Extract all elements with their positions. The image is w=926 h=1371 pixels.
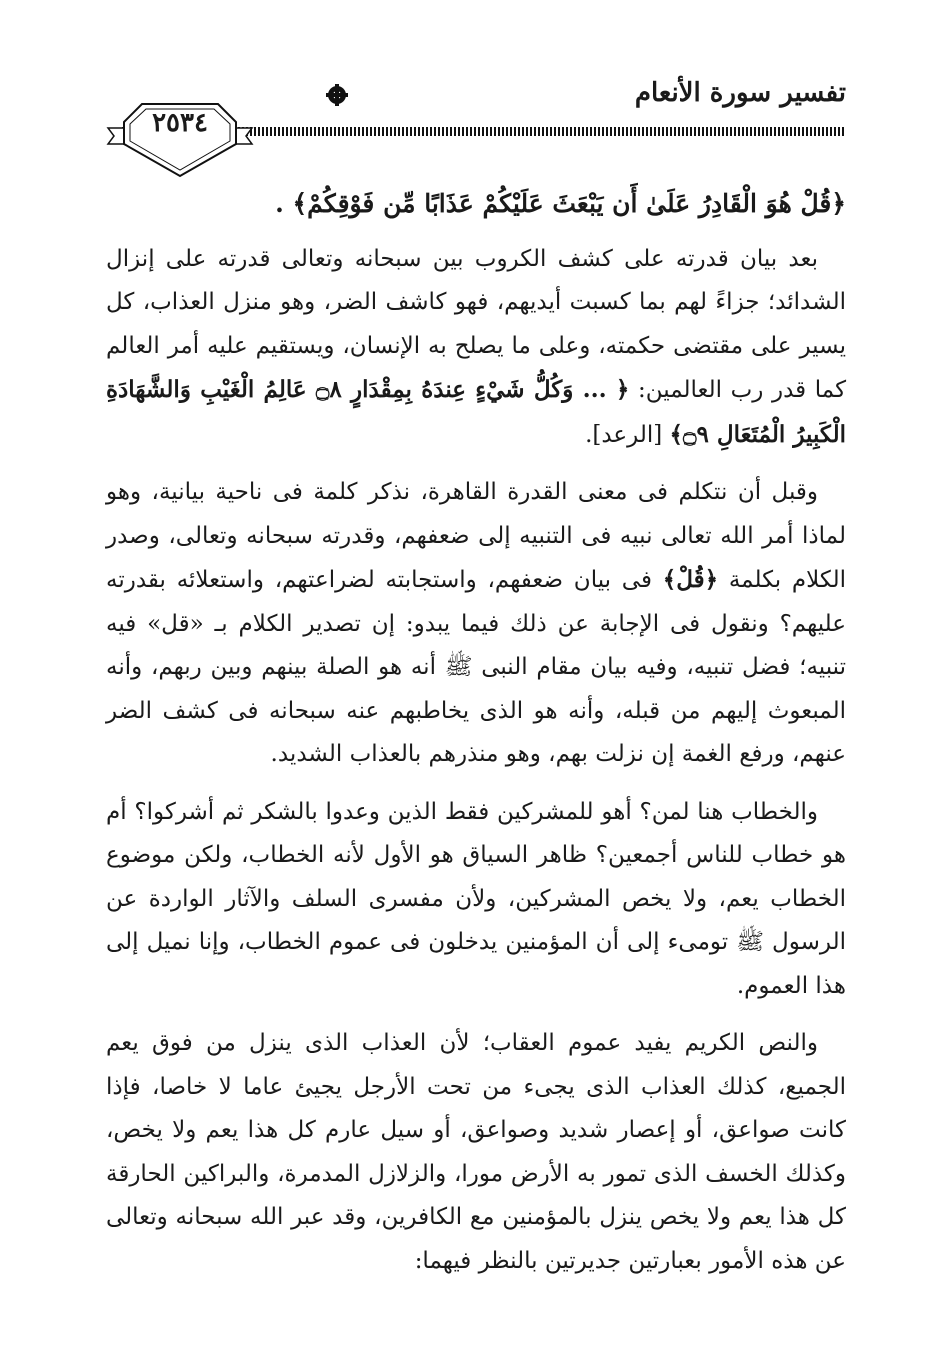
verse-heading: ﴿قُلْ هُوَ الْقَادِرُ عَلَىٰ أَن يَبْعَثَ عَلَيْكُمْ عَذَابًا مِّن فَوْقِكُمْ﴾ . <box>275 189 846 218</box>
paragraph-4: والنص الكريم يفيد عموم العقاب؛ لأن العذاب الذى ينزل من فوق يعم الجميع، كذلك العذاب الذى يجىء من تحت الأرجل يجيئ عاما لا خاصا، فإذا كانت صواعق، أو إعصار شديد وصواعق، أو سيل عارم كل هذا يعم ولا يخص، وكذلك الخسف الذى تمور به الأرض مورا، والزلازل المدمرة، والبراكين الحارقة كل هذا يعم ولا يخص ينزل بالمؤمنين مع الكافرين، وقد عبر الله سبحانه وتعالى عن هذه الأمور بعبارتين جديرتين بالنظر فيهما: <box>106 1030 846 1274</box>
page-body <box>106 182 846 1283</box>
quote-citation: [الرعد]. <box>585 421 663 448</box>
quran-word-qul: ﴿قُلْ﴾ <box>662 566 719 593</box>
floral-ornament-icon <box>326 84 348 106</box>
paragraph-2-text-a: وقبل أن نتكلم فى معنى القدرة القاهرة، نذكر كلمة فى ناحية بيانية، وهو لماذا أمر الله تعالى نبيه فى التنبيه إلى ضعفهم، وقدرته سبحانه وتعالى، وصدر الكلام بكلمة <box>106 479 846 593</box>
paragraph-2 <box>106 471 846 777</box>
paragraph-2-text-b: فى بيان ضعفهم، واستجابته لضراعتهم، واستعلائه بقدرته عليهم؟ ونقول فى الإجابة عن ذلك فيما يبدو: إن تصدير الكلام بـ «قل» فيه تنبيه؛ فضل تنبيه، وفيه بيان مقام النبى ﷺ أنه هو الصلة بينهم وبين ربهم، وأنه المبعوث إليهم من قبله، وأنه هو الذى يخاطبهم عنه سبحانه فى كشف الضر عنهم، ورفع الغمة إن نزلت بهم، وهو منذرهم بالعذاب الشديد. <box>106 567 846 767</box>
paragraph-1-text: بعد بيان قدرته على كشف الكروب بين سبحانه وتعالى قدرته على إنزال الشدائد؛ جزاءً لهم بما كسبت أيديهم، فهو كاشف الضر، وهو منزل العذاب، كل يسير على مقتضى حكمته، وعلى ما يصلح به الإنسان، ويستقيم عليه أمر العالم كما قدر رب العالمين: <box>106 245 847 403</box>
quran-quote: ﴿ ... وَكُلُّ شَيْءٍ عِندَهُ بِمِقْدَارٍ ۝٨ عَالِمُ الْغَيْبِ وَالشَّهَادَةِ الْكَبِيرُ الْمُتَعَالِ ۝٩﴾ <box>106 376 846 448</box>
paragraph-1 <box>106 238 846 458</box>
running-title: تفسير سورة الأنعام <box>634 78 846 108</box>
paragraph-3: والخطاب هنا لمن؟ أهو للمشركين فقط الذين وعدوا بالشكر ثم أشركوا؟ أم هو خطاب للناس أجمعين؟ ظاهر السياق هو الأول لأنه الخطاب، ولكن موضوع الخطاب يعم، ولا يخص المشركين، ولأن مفسرى السلف والآثار الواردة عن الرسول ﷺ تومىء إلى أن المؤمنين يدخلون فى عموم الخطاب، وإنا نميل إلى هذا العموم. <box>106 798 846 999</box>
page-header <box>0 0 926 170</box>
page-number: ٢٥٣٤ <box>152 108 208 138</box>
